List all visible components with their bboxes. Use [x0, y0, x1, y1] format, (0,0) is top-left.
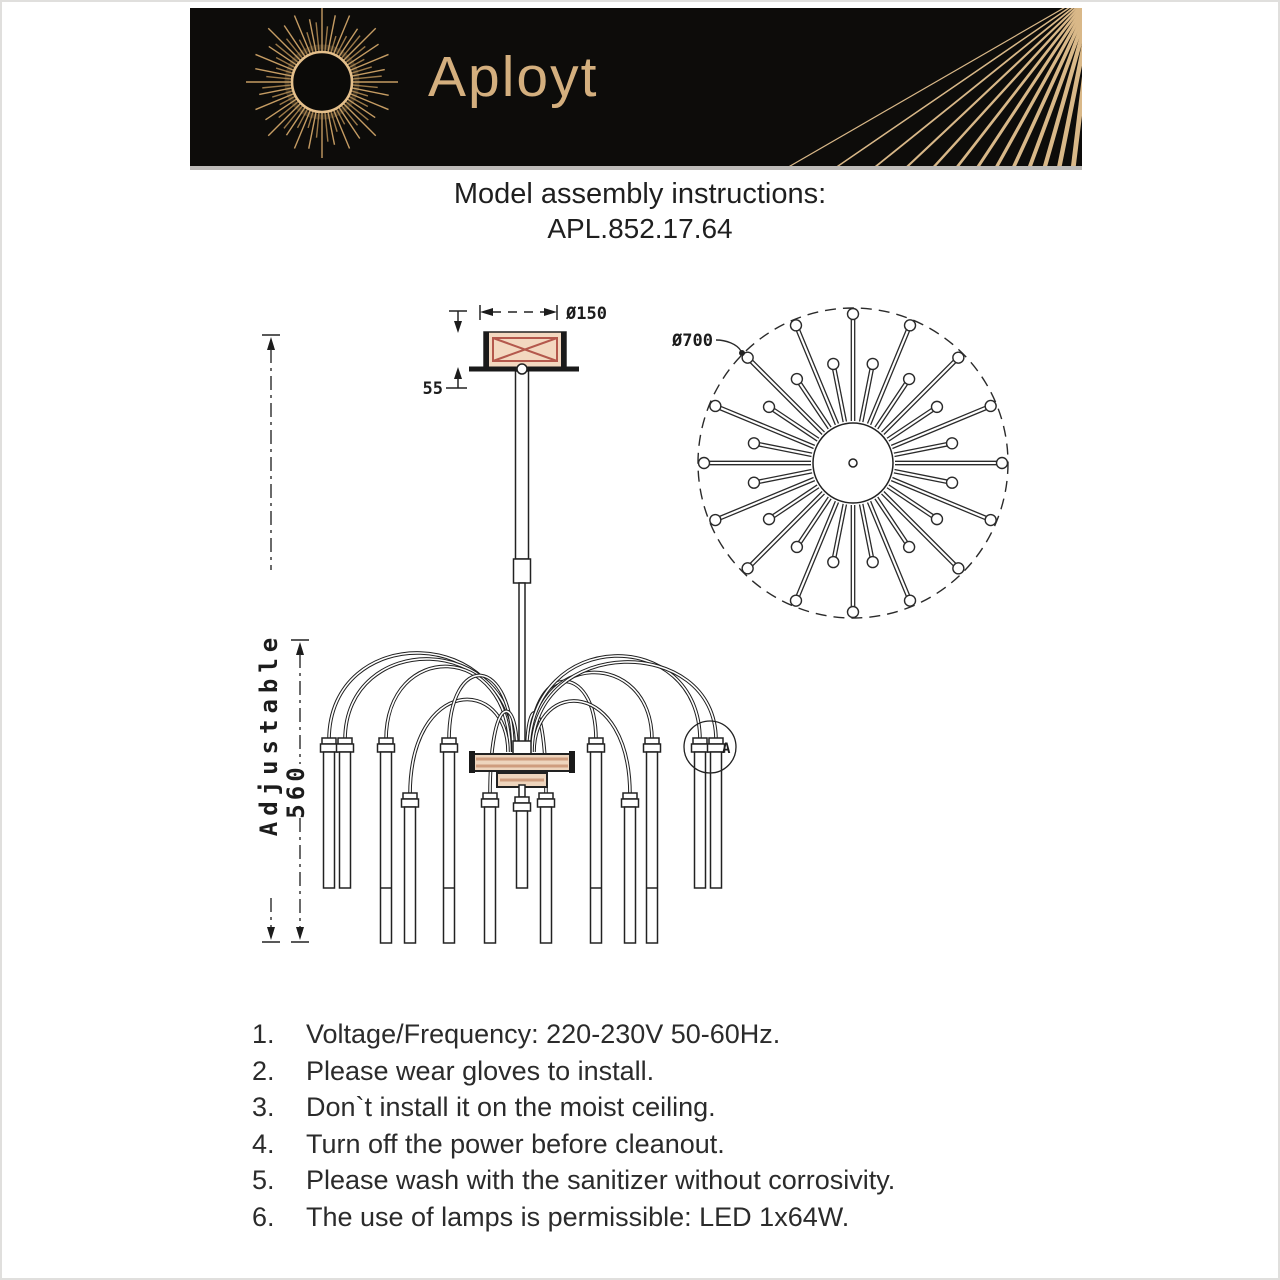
- lamp-tube-center: [514, 797, 531, 888]
- item-number: 3.: [252, 1092, 275, 1122]
- list-item: [252, 1056, 1112, 1093]
- item-text: Please wear gloves to install.: [306, 1055, 655, 1086]
- lamp-tube: [708, 738, 725, 888]
- lamp-tube: [622, 793, 639, 943]
- lamp-tube: [321, 738, 338, 888]
- lamp-tube: [441, 738, 458, 943]
- item-text: Don`t install it on the moist ceiling.: [306, 1092, 716, 1122]
- list-item: [252, 1165, 1112, 1202]
- dim-560-label: 560: [282, 763, 310, 819]
- item-number: 2.: [252, 1055, 275, 1086]
- dim-150-label: Ø150: [566, 304, 607, 324]
- dim-700-label: Ø700: [672, 331, 713, 351]
- item-text: Turn off the power before cleanout.: [306, 1128, 725, 1159]
- lamp-tube: [692, 738, 709, 888]
- page-title: Model assembly instructions:: [453, 178, 827, 210]
- dimension-adjustable-height: [255, 335, 283, 942]
- item-text: Please wash with the sanitizer without corrosivity.: [306, 1165, 896, 1195]
- lamp-tube: [378, 738, 395, 943]
- item-number: 1.: [252, 1019, 275, 1049]
- starburst-logo-icon: [246, 8, 398, 158]
- dimension-top-diameter: [480, 304, 607, 324]
- lamp-tube: [538, 793, 555, 943]
- lamp-tube: [588, 738, 605, 943]
- item-number: 6.: [252, 1201, 275, 1232]
- item-text: Voltage/Frequency: 220-230V 50-60Hz.: [306, 1019, 781, 1049]
- instructions-list: [252, 1019, 1112, 1238]
- lamp-tube: [644, 738, 661, 943]
- banner-decoration: [190, 8, 1082, 166]
- leader-dot: [739, 350, 745, 356]
- dimension-lamp-section-height: [282, 640, 310, 942]
- list-item: [252, 1129, 1112, 1166]
- dim-adjustable-label: Adjustable: [255, 631, 283, 837]
- brand-wordmark: Aployt: [428, 45, 599, 109]
- item-text: The use of lamps is permissible: LED 1x64W.: [306, 1201, 850, 1232]
- lamp-tube: [402, 793, 419, 943]
- lamp-tube: [482, 793, 499, 943]
- item-number: 4.: [252, 1128, 275, 1159]
- item-number: 5.: [252, 1165, 275, 1195]
- top-view: [671, 308, 1008, 618]
- side-view: [255, 304, 736, 943]
- dimension-700: [671, 331, 745, 356]
- dim-55-label: 55: [422, 379, 443, 399]
- model-number: APL.852.17.64: [547, 213, 733, 244]
- ceiling-canopy: [469, 332, 579, 374]
- dimension-canopy-height: [423, 311, 467, 399]
- drawing-canvas: [230, 280, 1110, 1010]
- list-item: [252, 1019, 1112, 1056]
- lamp-tube: [337, 738, 354, 888]
- central-hub: [469, 741, 575, 797]
- list-item: [252, 1092, 1112, 1129]
- hub-center-dot: [849, 459, 857, 467]
- suspension-rod: [514, 371, 531, 752]
- technical-drawing: [230, 280, 1110, 1015]
- list-item: [252, 1202, 1112, 1239]
- detail-marker-label: A: [722, 741, 731, 757]
- brand-banner: [190, 8, 1082, 170]
- document-title-block: [0, 176, 1280, 246]
